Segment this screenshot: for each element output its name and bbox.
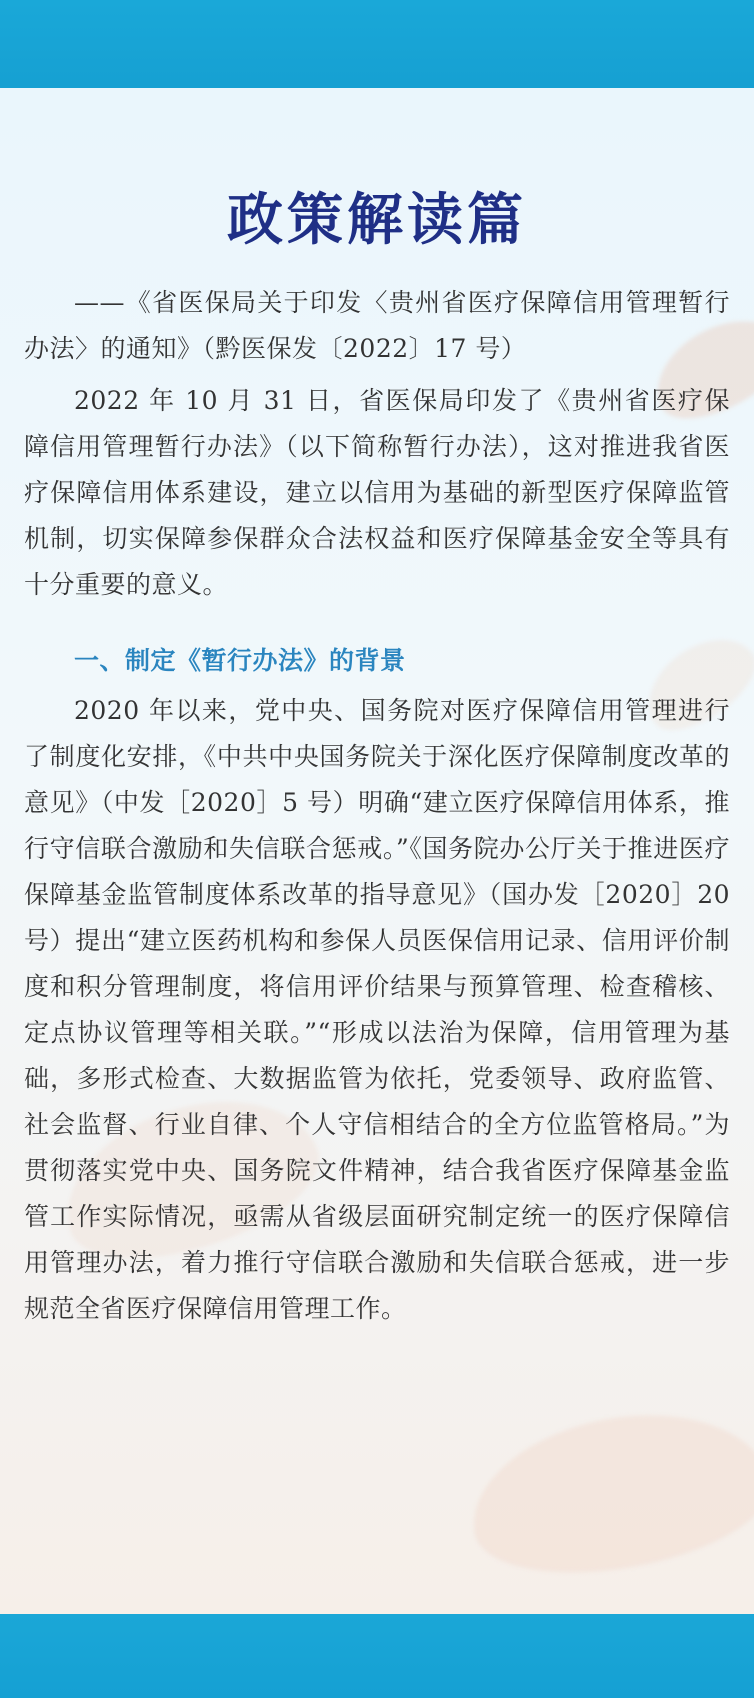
bottom-banner [0,1614,754,1698]
top-banner [0,0,754,88]
article [24,88,730,1332]
page-title: 政策解读篇 [227,187,527,253]
document-reference: ——《省医保局关于印发〈贵州省医疗保障信用管理暂行办法〉的通知》（黔医保发〔2022〕17 号） [24,288,730,363]
flower-petal-decoration [459,1393,754,1593]
intro-paragraph: 2022 年 10 月 31 日，省医保局印发了《贵州省医疗保障信用管理暂行办法》（以下简称暂行办法），这对推进我省医疗保障信用体系建设，建立以信用为基础的新型医疗保障监管机制，切实保障参保群众合法权益和医疗保障基金安全等具有十分重要的意义。 [24,386,730,599]
section-heading: 一、制定《暂行办法》的背景 [74,646,406,675]
section-body-paragraph: 2020 年以来，党中央、国务院对医疗保障信用管理进行了制度化安排，《中共中央国务院关于深化医疗保障制度改革的意见》（中发［2020］5 号）明确“建立医疗保障信用体系，推行守信联合激励和失信联合惩戒。”《国务院办公厅关于推进医疗保障基金监管制度体系改革的指导意见》（国办发［2020］20 号）提出“建立医药机构和参保人员医保信用记录、信用评价制度和积分管理制度，将信用评价结果与预算管理、检查稽核、定点协议管理等相关联。”“形成以法治为保障，信用管理为基础，多形式检查、大数据监管为依托，党委领导、政府监管、社会监督、行业自律、个人守信相结合的全方位监管格局。”为贯彻落实党中央、国务院文件精神，结合我省医疗保障基金监管工作实际情况，亟需从省级层面研究制定统一的医疗保障信用管理办法，着力推行守信联合激励和失信联合惩戒，进一步规范全省医疗保障信用管理工作。 [24,696,730,1323]
